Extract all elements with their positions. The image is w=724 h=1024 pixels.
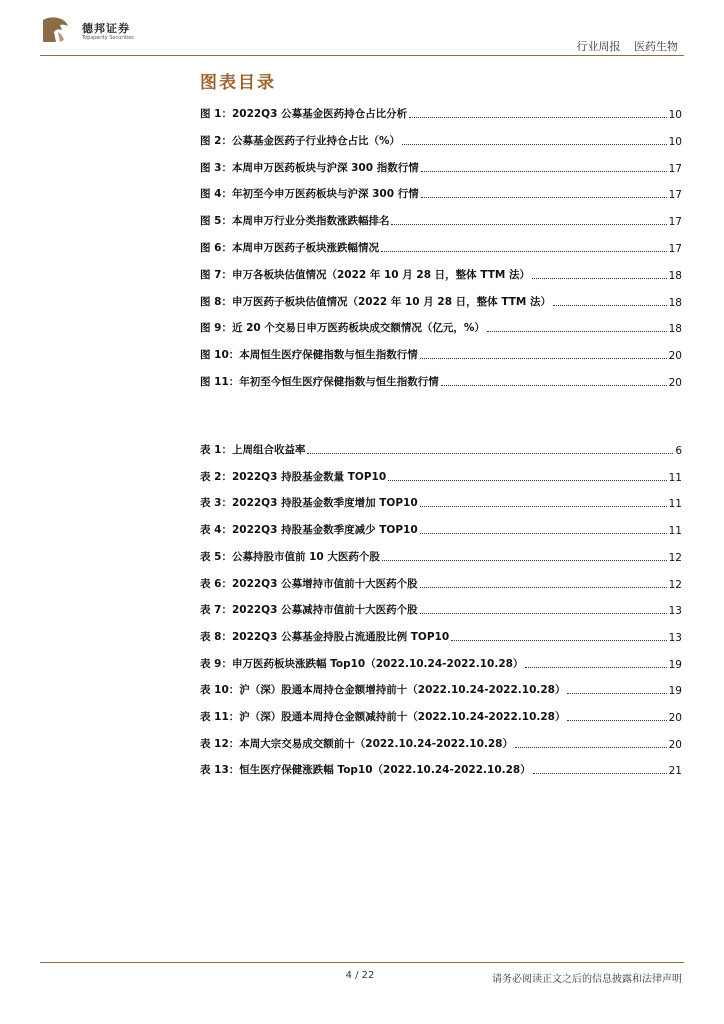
- report-type: 行业周报: [576, 40, 621, 53]
- figure-entry-label: 图 11：年初至今恒生医疗保健指数与恒生指数行情: [200, 376, 439, 388]
- table-entry-page: 13: [668, 605, 682, 618]
- figure-entry[interactable]: [200, 375, 682, 389]
- header-divider: [40, 55, 684, 56]
- table-entry-page: 20: [668, 712, 682, 724]
- figure-entry-page: 18: [668, 296, 682, 309]
- dot-leader: [420, 613, 667, 614]
- dot-leader: [420, 533, 667, 534]
- dot-leader: [441, 385, 667, 386]
- figure-entry[interactable]: [200, 268, 682, 282]
- table-entry[interactable]: [200, 710, 682, 724]
- figure-entry-label: 图 6：本周申万医药子板块涨跌幅情况: [200, 242, 379, 254]
- dot-leader: [420, 587, 667, 588]
- figure-entry-page: 17: [668, 216, 682, 229]
- table-entry-page: 13: [668, 631, 682, 644]
- table-entry-page: 19: [668, 685, 682, 698]
- dot-leader: [567, 720, 666, 721]
- table-entry-page: 12: [668, 578, 682, 591]
- dot-leader: [420, 506, 667, 507]
- table-entry-page: 11: [668, 498, 682, 511]
- table-entry-label: 表 5：公募持股市值前 10 大医药个股: [200, 550, 380, 563]
- table-entry-label: 表 3：2022Q3 持股基金数季度增加 TOP10: [200, 497, 418, 510]
- logo-chinese-text: 德邦证券: [82, 22, 130, 35]
- table-entry-page: 12: [668, 551, 682, 564]
- table-entry-label: 表 13：恒生医疗保健涨跌幅 Top10（2022.10.24-2022.10.28）: [200, 764, 531, 777]
- dot-leader: [382, 560, 667, 561]
- dot-leader: [420, 358, 667, 359]
- company-logo: [40, 14, 140, 48]
- dot-leader: [553, 305, 667, 306]
- dot-leader: [402, 144, 667, 145]
- figure-entry-label: 图 8：申万医药子板块估值情况（2022 年 10 月 28 日，整体 TTM 法）: [200, 295, 552, 308]
- table-entry[interactable]: [200, 737, 682, 751]
- table-entry-label: 表 6：2022Q3 公募增持市值前十大医药个股: [200, 577, 418, 590]
- page-number: 4 / 22: [345, 970, 375, 981]
- table-entry[interactable]: [200, 763, 682, 777]
- footer-divider: [40, 962, 684, 963]
- figure-entry[interactable]: [200, 295, 682, 309]
- table-entry-label: 表 8：2022Q3 公募基金持股占流通股比例 TOP10: [200, 630, 450, 643]
- table-entry-page: 6: [675, 445, 682, 457]
- figure-entry[interactable]: [200, 107, 682, 121]
- dot-leader: [388, 480, 667, 481]
- logo-english-text: Topsperity Securities: [82, 35, 134, 41]
- dot-leader: [381, 251, 667, 252]
- figure-entry[interactable]: [200, 214, 682, 228]
- report-category: [577, 38, 679, 54]
- figure-entry-label: 图 9：近 20 个交易日申万医药板块成交额情况（亿元，%）: [200, 322, 485, 335]
- table-entry-page: 21: [668, 765, 682, 778]
- figure-entry-page: 17: [668, 243, 682, 255]
- figure-entry-label: 图 1：2022Q3 公募基金医药持仓占比分析: [200, 108, 408, 120]
- dot-leader: [567, 693, 666, 694]
- dot-leader: [307, 453, 673, 454]
- dot-leader: [451, 640, 667, 641]
- figure-entry[interactable]: [200, 348, 682, 362]
- figure-entry-label: 图 5：本周申万行业分类指数涨跌幅排名: [200, 215, 390, 228]
- table-entry-label: 表 9：申万医药板块涨跌幅 Top10（2022.10.24-2022.10.28）: [200, 657, 524, 670]
- table-entry[interactable]: [200, 683, 682, 697]
- dot-leader: [515, 747, 667, 748]
- figure-entry-page: 18: [668, 323, 682, 336]
- table-entry[interactable]: [200, 470, 682, 484]
- figure-entry-page: 20: [668, 377, 682, 389]
- table-entry-page: 11: [668, 471, 682, 484]
- table-entry[interactable]: [200, 630, 682, 644]
- page-title: 图表目录: [200, 73, 276, 93]
- dot-leader: [421, 171, 667, 172]
- table-entry-label: 表 10：沪（深）股通本周持仓金额增持前十（2022.10.24-2022.10.28）: [200, 684, 566, 697]
- figure-entry-label: 图 3：本周申万医药板块与沪深 300 指数行情: [200, 161, 419, 174]
- table-entry[interactable]: [200, 496, 682, 510]
- table-entry[interactable]: [200, 577, 682, 591]
- dot-leader: [525, 667, 666, 668]
- table-entry-label: 表 4：2022Q3 持股基金数季度减少 TOP10: [200, 524, 418, 537]
- table-entry[interactable]: [200, 523, 682, 537]
- table-entry-label: 表 2：2022Q3 持股基金数量 TOP10: [200, 470, 387, 483]
- dot-leader: [533, 773, 667, 774]
- dot-leader: [421, 197, 667, 198]
- dot-leader: [391, 224, 666, 225]
- figure-entry-label: 图 4：年初至今申万医药板块与沪深 300 行情: [200, 188, 419, 201]
- figure-entry[interactable]: [200, 241, 682, 255]
- table-entry[interactable]: [200, 550, 682, 564]
- report-sector: 医药生物: [634, 40, 678, 53]
- figure-entry-label: 图 2：公募基金医药子行业持仓占比（%）: [200, 134, 400, 147]
- table-entry-label: 表 1：上周组合收益率: [200, 444, 306, 456]
- figure-entry[interactable]: [200, 321, 682, 335]
- figure-entry[interactable]: [200, 161, 682, 175]
- figure-entry[interactable]: [200, 187, 682, 201]
- table-entry[interactable]: [200, 657, 682, 671]
- figure-entry-page: 18: [668, 269, 682, 282]
- table-entry[interactable]: [200, 443, 682, 457]
- table-entry-page: 11: [668, 525, 682, 538]
- figure-entry-page: 17: [668, 189, 682, 202]
- dot-leader: [487, 331, 667, 332]
- table-entry-label: 表 12：本周大宗交易成交额前十（2022.10.24-2022.10.28）: [200, 737, 513, 750]
- table-entry-page: 19: [668, 658, 682, 671]
- footer-disclaimer: 请务必阅读正文之后的信息披露和法律声明: [492, 974, 682, 985]
- dot-leader: [532, 278, 667, 279]
- figure-entry-page: 17: [668, 162, 682, 175]
- logo-mark-icon: [40, 14, 72, 46]
- figure-entry[interactable]: [200, 134, 682, 148]
- figure-entry-page: 20: [668, 350, 682, 363]
- table-entry-label: 表 11：沪（深）股通本周持仓金额减持前十（2022.10.24-2022.10.28）: [200, 711, 566, 723]
- figure-entry-label: 图 10：本周恒生医疗保健指数与恒生指数行情: [200, 349, 418, 362]
- figure-entry-page: 10: [668, 109, 682, 121]
- table-entry[interactable]: [200, 603, 682, 617]
- dot-leader: [409, 117, 667, 118]
- table-entry-page: 20: [668, 738, 682, 751]
- figure-entry-label: 图 7：申万各板块估值情况（2022 年 10 月 28 日，整体 TTM 法）: [200, 268, 531, 281]
- table-entry-label: 表 7：2022Q3 公募减持市值前十大医药个股: [200, 604, 418, 617]
- figure-entry-page: 10: [668, 135, 682, 148]
